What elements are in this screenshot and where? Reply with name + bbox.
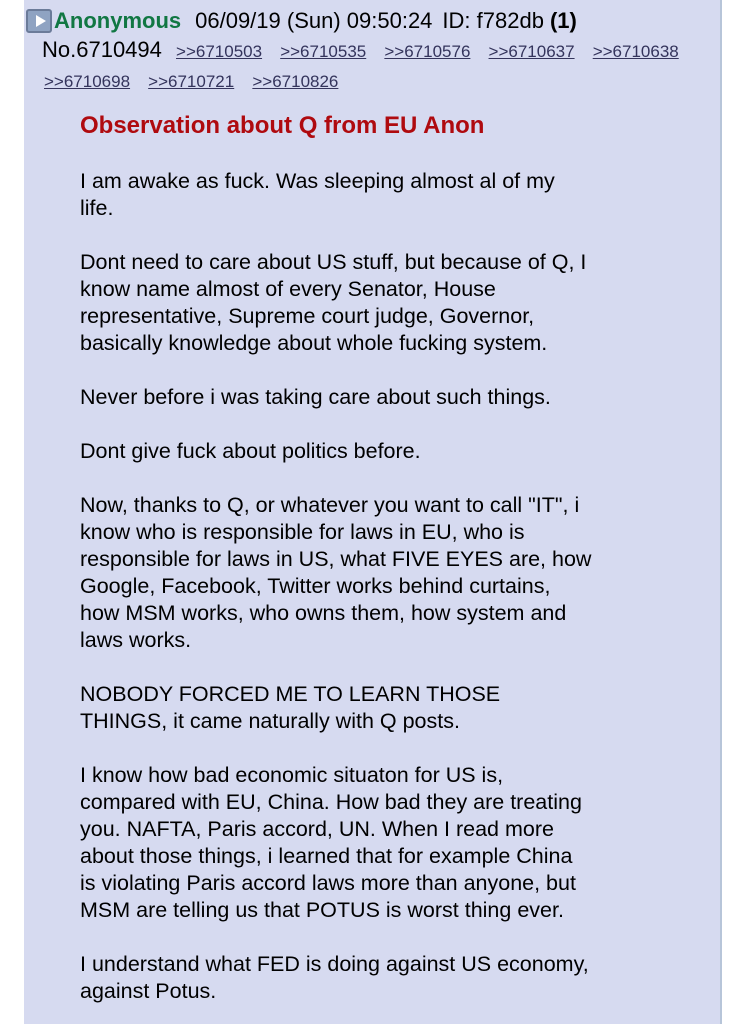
backlink[interactable]: >>6710638	[592, 42, 679, 61]
backlink[interactable]: >>6710637	[488, 42, 575, 61]
post-paragraph: Never before i was taking care about such things.	[80, 385, 551, 409]
post-paragraph: I understand what FED is doing against US economy, against Potus.	[80, 952, 589, 1003]
backlink[interactable]: >>6710535	[280, 42, 367, 61]
reply-count: (1)	[549, 8, 577, 33]
post-paragraph: Dont need to care about US stuff, but because of Q, I know name almost of every Senator, House representative, Supreme court judge, Governor, basically knowledge about whole fucking system.	[80, 250, 587, 355]
post-subject: Observation about Q from EU Anon	[80, 112, 485, 139]
expand-image-icon[interactable]	[26, 9, 52, 33]
backlink[interactable]: >>6710721	[148, 72, 235, 91]
poster-id[interactable]: ID: f782db	[442, 8, 544, 33]
post-number-and-backlinks	[42, 36, 712, 96]
post-header	[26, 6, 577, 36]
post-paragraph: Dont give fuck about politics before.	[80, 439, 421, 463]
backlink[interactable]: >>6710503	[176, 42, 263, 61]
post-paragraph: I know how bad economic situaton for US is, compared with EU, China. How bad they are treating you. NAFTA, Paris accord, UN. When I read more about those things, i learned that for example China is violating Paris accord laws more than anyone, but MSM are telling us that POTUS is worst thing ever.	[80, 763, 582, 922]
post-number[interactable]: No.6710494	[42, 37, 162, 62]
post-container	[24, 0, 722, 1024]
post-paragraph: I am awake as fuck. Was sleeping almost al of my life.	[80, 169, 555, 220]
backlink[interactable]: >>6710576	[384, 42, 471, 61]
poster-name: Anonymous	[54, 8, 182, 33]
backlink[interactable]: >>6710826	[252, 72, 339, 91]
post-paragraph: Now, thanks to Q, or whatever you want to call "IT", i know who is responsible for laws in EU, who is responsible for laws in US, what FIVE EYES are, how Google, Facebook, Twitter works behind curtains, how MSM works, who owns them, how system and laws works.	[80, 493, 592, 652]
backlinks-row-2	[42, 66, 712, 96]
backlink[interactable]: >>6710698	[44, 72, 131, 91]
backlinks-row-1	[42, 36, 712, 66]
post-date: 06/09/19 (Sun) 09:50:24	[195, 8, 433, 33]
post-paragraph: NOBODY FORCED ME TO LEARN THOSE THINGS, it came naturally with Q posts.	[80, 682, 501, 733]
post-body	[80, 168, 700, 1032]
